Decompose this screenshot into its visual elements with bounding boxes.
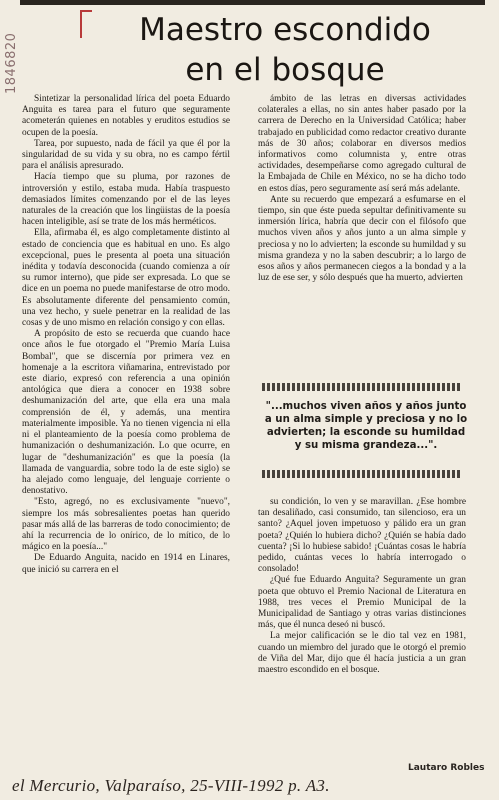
archive-number: 1846820 xyxy=(4,32,19,94)
column-right-bottom xyxy=(258,497,466,676)
quote-rule-top xyxy=(262,383,462,391)
quote-rule-bottom xyxy=(262,470,462,478)
pull-quote: "...muchos viven años y años junto a un alma simple y preciosa y no lo advierten; la esconde su humildad y su misma grandeza...". xyxy=(264,401,468,451)
paragraph: De Eduardo Anguita, nacido en 1914 en Linares, que inició su carrera en el xyxy=(22,553,230,575)
red-bracket-mark xyxy=(80,10,92,38)
paragraph: "Esto, agregó, no es exclusivamente "nuevo", siempre los más sobresalientes poetas han querido pasar más allá de las barreras de todo conocimiento; de ahí la recurrencia de lo onírico, de lo mítico, de lo mágico en la poesía..." xyxy=(22,497,230,553)
paragraph: Ante su recuerdo que empezará a esfumarse en el tiempo, sin que éste pueda sepultar definitivamente su inmersión lírica, habría que decir con el filósofo que muchos viven años y años junto a un alma simple y preciosa y no lo advierten; la esconde su humildad y su misma grandeza y no la saben descubrir; a lo largo de esos años y años permanecen ciegos a la bondad y a la luz de ese ser, y sólo después que ha muerto, advierten xyxy=(258,194,466,284)
paragraph: A propósito de esto se recuerda que cuando hace once años le fue otorgado el "Premio María Luisa Bombal", que se discernía por primera vez en homenaje a la escritora viñamarina, entrevistado por este diario, expresó con referencia a una opinión antológica que diera a conocer en 1938 sobre deshumanización del arte, que ella era una mala comprensión de él, y además, una mentira materialmente imposible. Ya no tienen vigencia ni ella ni el planteamiento de la poesía como problema de humanización o deshumanización. Lo que ocurre, en lugar de "deshumanización" es que la poesía (la llamada de vanguardia, sobre todo la de este siglo) se ha alejado como lenguaje, del lenguaje corriente o denostativo. xyxy=(22,329,230,497)
paragraph: ¿Qué fue Eduardo Anguita? Seguramente un gran poeta que obtuvo el Premio Nacional de Literatura en 1988, tres veces el Premio Municipal de la Municipalidad de Santiago y otras varias distinciones más, que él nunca deseó ni buscó. xyxy=(258,575,466,631)
headline-line-2: en el bosque xyxy=(185,52,385,88)
author-byline: Lautaro Robles xyxy=(408,763,485,773)
column-right-top xyxy=(258,94,466,284)
top-border xyxy=(20,0,485,5)
paragraph: su condición, lo ven y se maravillan. ¿Ese hombre tan desaliñado, casi consumido, tan silencioso, era un santo? ¿Aquel joven impetuoso y pálido era un gran poeta? ¿Quién lo hubiera dicho? ¿Quién se había dado cuenta? ¡Si lo hubiese sabido! ¡Cuántas cosas le habría pedido, cuántas veces lo habría interrogado o consolado! xyxy=(258,497,466,575)
column-left xyxy=(22,94,230,576)
paragraph: Sintetizar la personalidad lírica del poeta Eduardo Anguita es tarea para el futuro que seguramente acometerán quienes en notables y eruditos estudios se ocupen de la poesía. xyxy=(22,94,230,138)
paragraph: La mejor calificación se le dio tal vez en 1981, cuando un miembro del jurado que le otorgó el premio de Viña del Mar, dijo que él hacía justicia a un gran maestro escondido en el bosque. xyxy=(258,631,466,676)
paragraph: ámbito de las letras en diversas actividades colaterales a ellas, no sin antes haber pasado por la carrera de Derecho en la Universidad Católica; haber trabajado en publicidad como redactor creativo durante más de 30 años; colaborar en diversos medios informativos como columnista y, entre otras actividades, desempeñarse como agregado cultural de la Embajada de Chile en México, no se ha dicho todo en estos días, pero seguramente así será más adelante. xyxy=(258,94,466,194)
paragraph: Ella, afirmaba él, es algo completamente distinto al estado de conciencia que es habitual en uno. Es algo excepcional, pues le presenta al poeta una situación inédita y todavía desconocida (cuando comienza a oír su rumor interno), que pide ser expresada. Lo que se dice en un poema no puede manifestarse de otro modo. Es absolutamente diferente del pensamiento común, una vez hecho, y suele penetrar en la realidad de las cosas y de uno mismo en relación consigo y con ellas. xyxy=(22,228,230,329)
paragraph: Hacía tiempo que su pluma, por razones de introversión y estilo, estaba muda. Había traspuesto demasiados límites comenzando por el de las leyes naturales de la creación que los lingüistas de la poesía hacen inteligible, así se trate de los más herméticos. xyxy=(22,172,230,228)
headline xyxy=(95,10,475,90)
handwritten-source-note: el Mercurio, Valparaíso, 25-VIII-1992 p. A3. xyxy=(12,776,330,795)
headline-line-1: Maestro escondido xyxy=(139,12,431,48)
paragraph: Tarea, por supuesto, nada de fácil ya que él por la singularidad de su vida y su obra, no es campo fértil para el análisis apresurado. xyxy=(22,138,230,172)
